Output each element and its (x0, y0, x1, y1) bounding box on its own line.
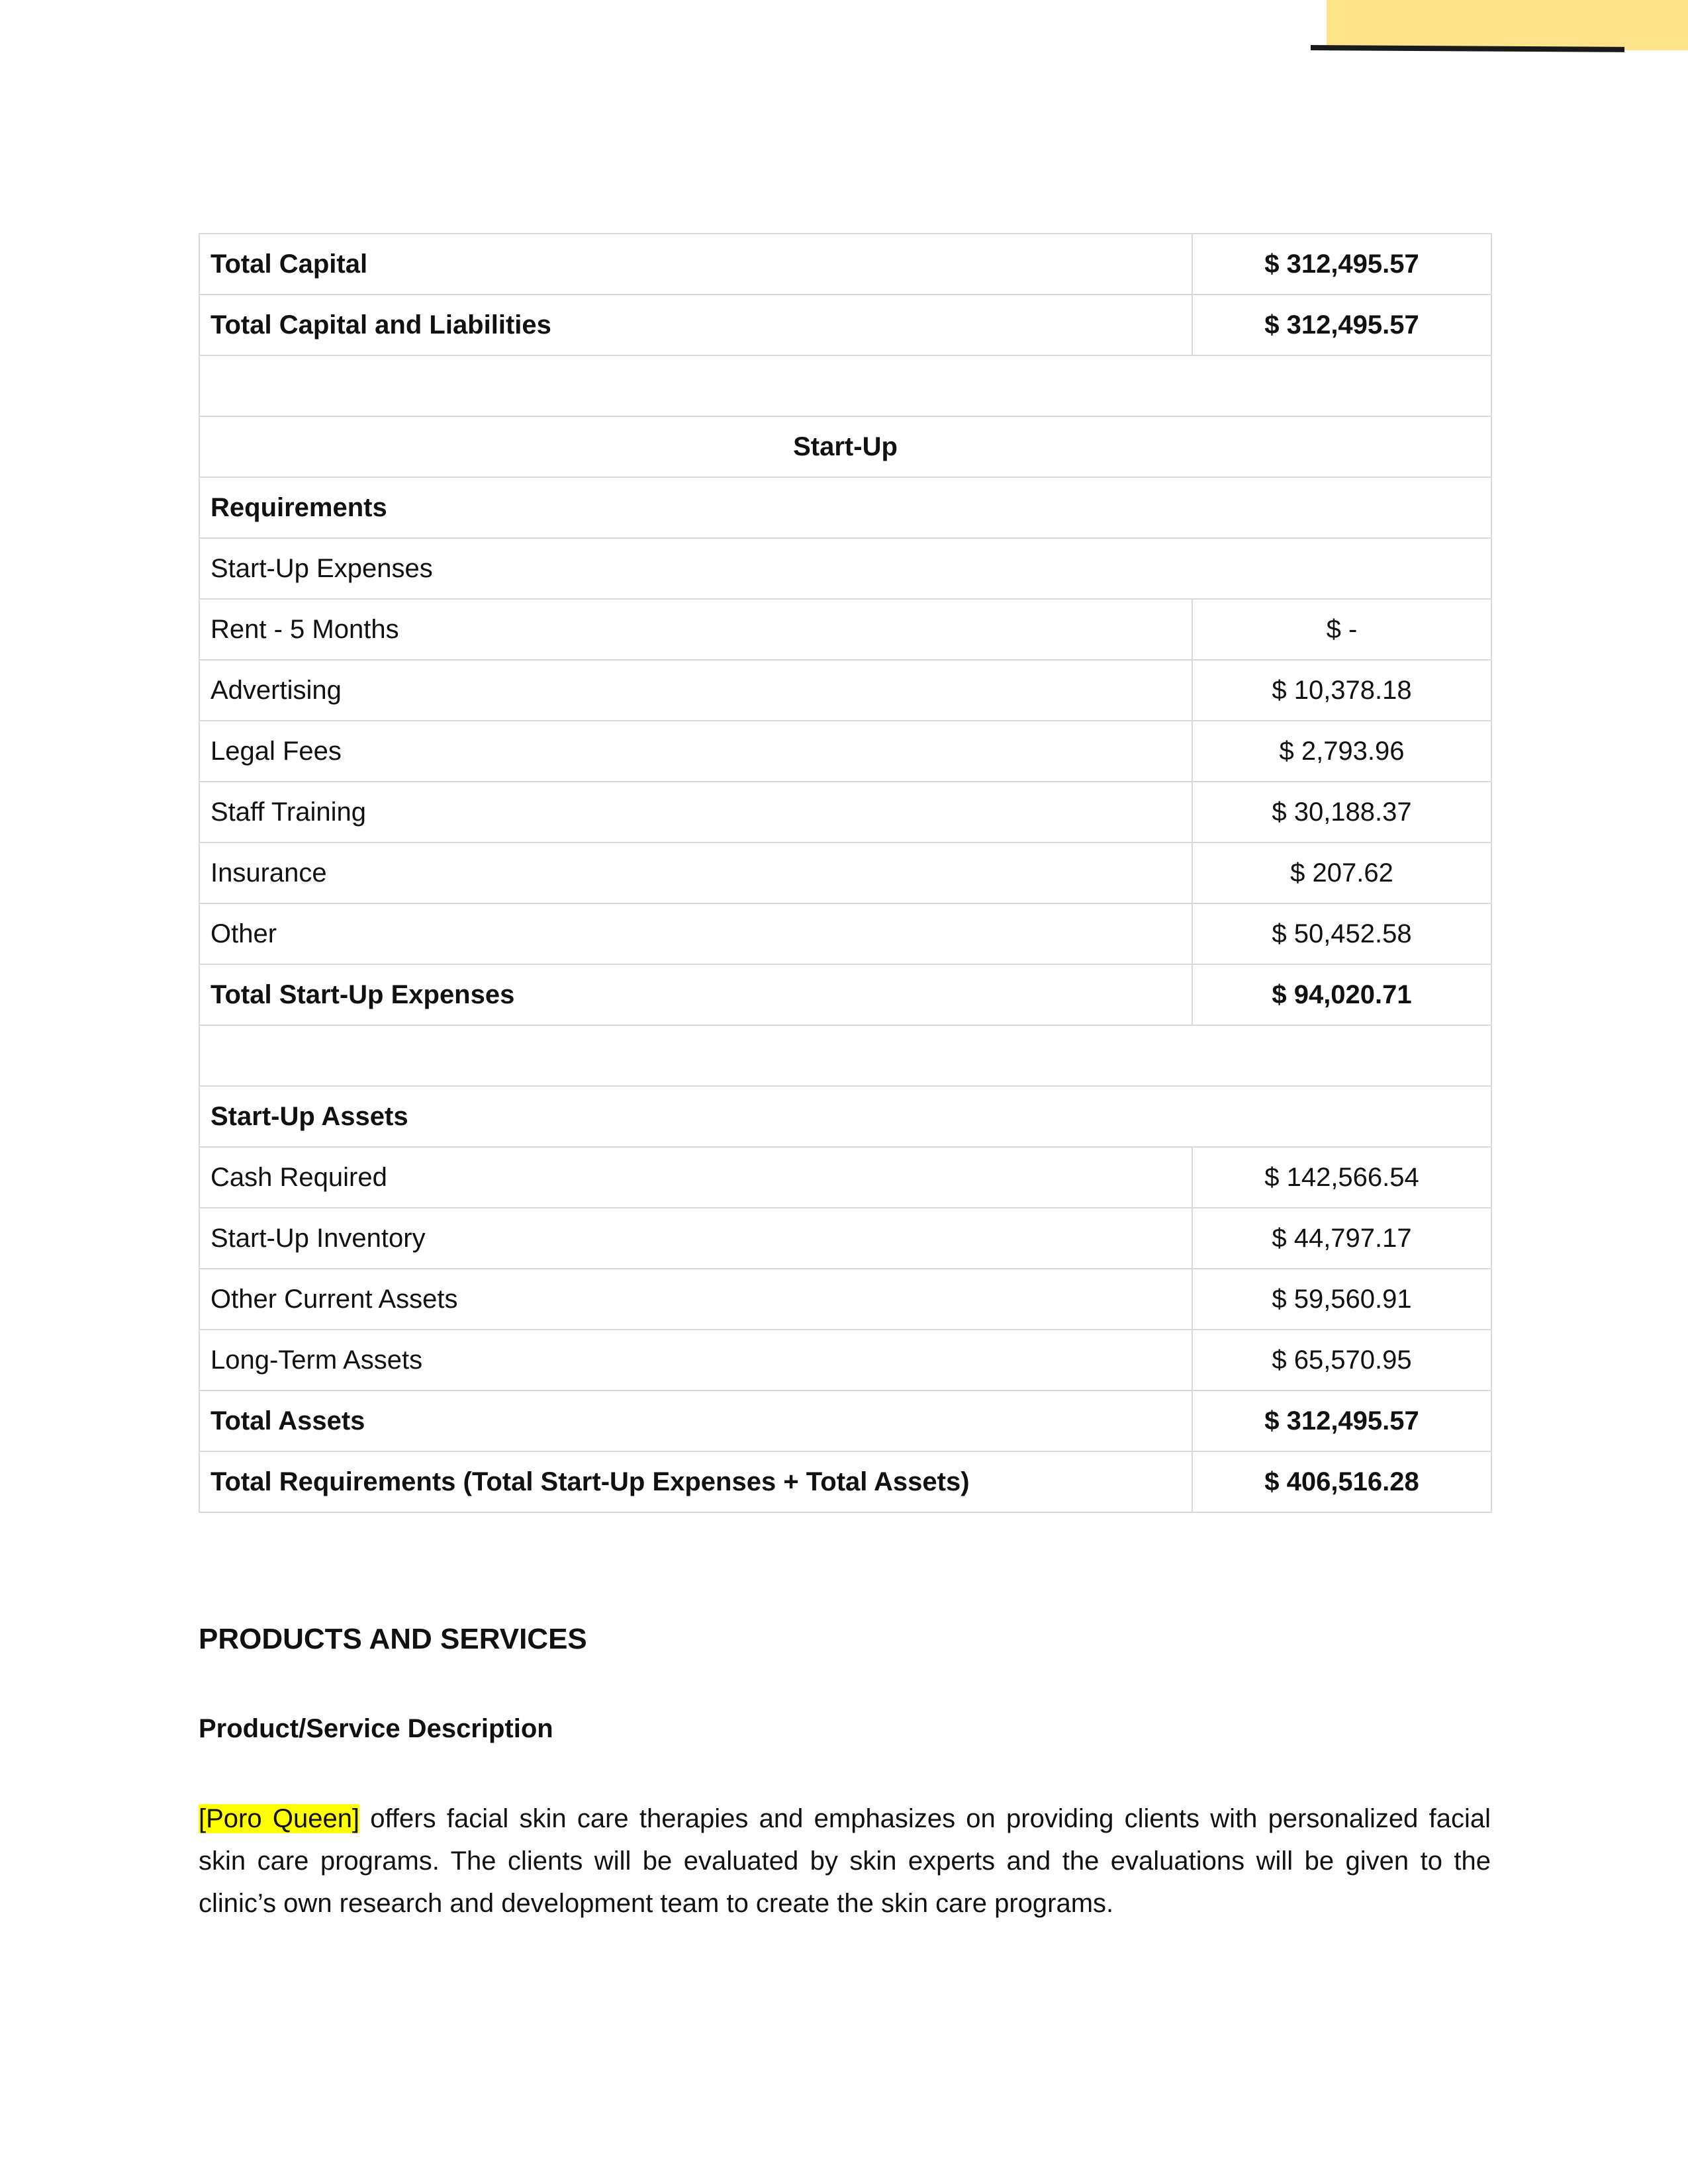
table-row (199, 538, 1491, 599)
row-label: Start-Up Expenses (199, 538, 1491, 599)
table-row (199, 1086, 1491, 1147)
row-label: Insurance (199, 842, 1192, 903)
table-row (199, 599, 1491, 660)
table-row-empty (199, 355, 1491, 416)
empty-cell (199, 1025, 1491, 1086)
row-label: Advertising (199, 660, 1192, 721)
table-row (199, 295, 1491, 355)
row-value: $ 94,020.71 (1192, 964, 1491, 1025)
table-row (199, 721, 1491, 782)
description-paragraph (199, 1797, 1491, 1925)
row-value: $ 312,495.57 (1192, 1390, 1491, 1451)
table-row (199, 1330, 1491, 1390)
row-label: Other (199, 903, 1192, 964)
row-value: $ - (1192, 599, 1491, 660)
financial-table (199, 233, 1492, 1513)
table-section-title: Start-Up (199, 416, 1491, 477)
table-row-empty (199, 1025, 1491, 1086)
description-text: offers facial skin care therapies and emphasizes on providing clients with personalized facial skin care programs. The clients will be evaluated by skin experts and the evaluations will be given to the clinic’s own research and development team to create the skin care programs. (199, 1804, 1491, 1918)
table-row (199, 964, 1491, 1025)
empty-cell (199, 355, 1491, 416)
row-value: $ 50,452.58 (1192, 903, 1491, 964)
corner-accent-line (1311, 45, 1624, 52)
table-row (199, 842, 1491, 903)
table-row (199, 1451, 1491, 1512)
row-label: Cash Required (199, 1147, 1192, 1208)
row-label: Staff Training (199, 782, 1192, 842)
row-value: $ 2,793.96 (1192, 721, 1491, 782)
row-label: Total Assets (199, 1390, 1192, 1451)
row-label: Requirements (199, 477, 1491, 538)
row-value: $ 207.62 (1192, 842, 1491, 903)
row-label: Other Current Assets (199, 1269, 1192, 1330)
row-value: $ 10,378.18 (1192, 660, 1491, 721)
sub-heading: Product/Service Description (199, 1714, 553, 1743)
row-label: Total Capital and Liabilities (199, 295, 1192, 355)
row-value: $ 59,560.91 (1192, 1269, 1491, 1330)
table-row (199, 416, 1491, 477)
table-row (199, 234, 1491, 295)
row-label: Total Start-Up Expenses (199, 964, 1192, 1025)
row-value: $ 312,495.57 (1192, 234, 1491, 295)
row-value: $ 65,570.95 (1192, 1330, 1491, 1390)
row-label: Rent - 5 Months (199, 599, 1192, 660)
table-row (199, 1147, 1491, 1208)
table-row (199, 1208, 1491, 1269)
table-row (199, 477, 1491, 538)
row-label: Total Requirements (Total Start-Up Expenses + Total Assets) (199, 1451, 1192, 1512)
section-heading: PRODUCTS AND SERVICES (199, 1623, 587, 1655)
row-label: Start-Up Assets (199, 1086, 1491, 1147)
table-row (199, 1269, 1491, 1330)
table-row (199, 782, 1491, 842)
row-label: Long-Term Assets (199, 1330, 1192, 1390)
table-row (199, 903, 1491, 964)
company-name-highlight: [Poro Queen] (199, 1804, 360, 1833)
row-label: Start-Up Inventory (199, 1208, 1192, 1269)
row-value: $ 44,797.17 (1192, 1208, 1491, 1269)
row-value: $ 30,188.37 (1192, 782, 1491, 842)
row-label: Legal Fees (199, 721, 1192, 782)
row-value: $ 406,516.28 (1192, 1451, 1491, 1512)
row-label: Total Capital (199, 234, 1192, 295)
row-value: $ 142,566.54 (1192, 1147, 1491, 1208)
row-value: $ 312,495.57 (1192, 295, 1491, 355)
table-row (199, 660, 1491, 721)
table-row (199, 1390, 1491, 1451)
corner-accent-block (1327, 0, 1688, 50)
